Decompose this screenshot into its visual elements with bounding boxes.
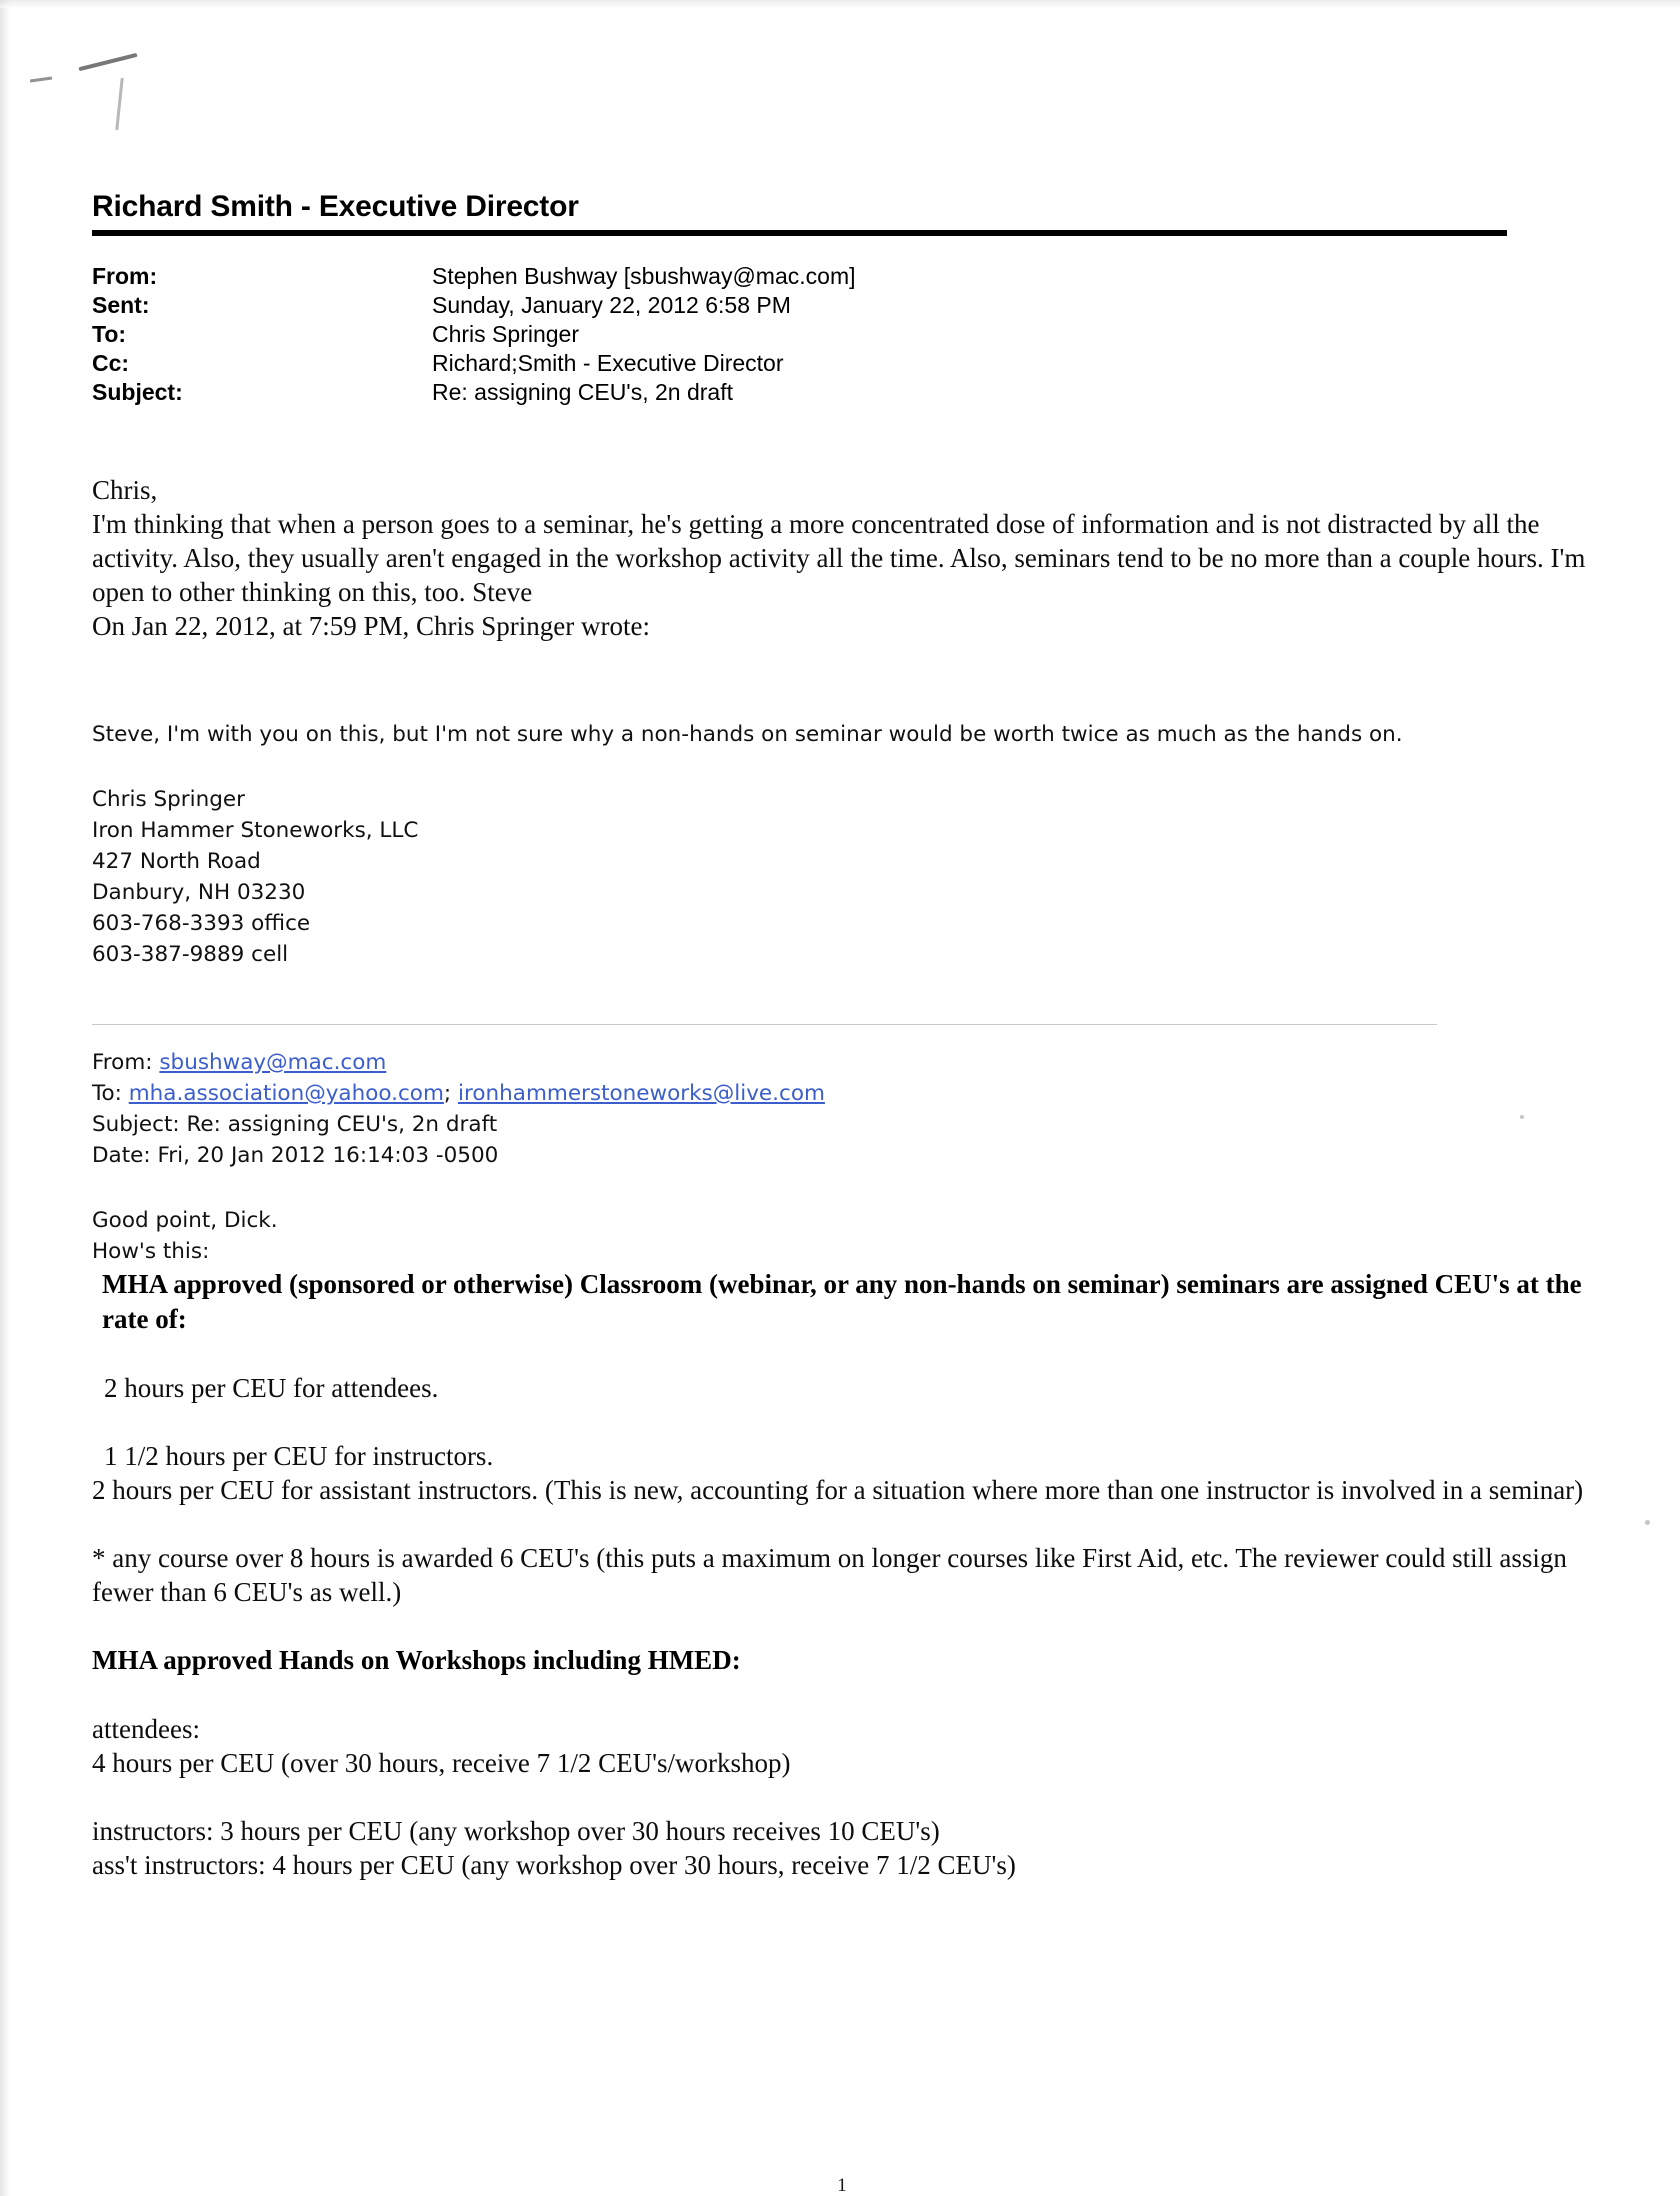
workshop-instructors-rate: instructors: 3 hours per CEU (any workshop over 30 hours receives 10 CEU's) — [92, 1816, 940, 1846]
forwarded-to-separator: ; — [443, 1081, 452, 1106]
email-header-value-sent: Sunday, January 22, 2012 6:58 PM — [432, 292, 791, 318]
workshops-policy-heading: MHA approved Hands on Workshops including HMED: — [92, 1645, 741, 1675]
scan-smudge-icon — [30, 76, 52, 82]
rate-instructors-line: 1 1/2 hours per CEU for instructors. — [104, 1441, 494, 1471]
scan-edge-artifact-top — [0, 0, 1680, 8]
message-body — [92, 473, 1592, 643]
workshop-assistant-instructors-rate: ass't instructors: 4 hours per CEU (any workshop over 30 hours, receive 7 1/2 CEU's) — [92, 1850, 1016, 1880]
scan-hairline-icon — [115, 78, 123, 130]
page-title: Richard Smith - Executive Director — [92, 190, 579, 223]
quoted-reply-block — [92, 719, 1592, 970]
document-content — [92, 190, 1592, 2196]
forwarded-message-divider — [92, 1024, 1437, 1025]
email-header-row — [92, 378, 1592, 407]
body-paragraph: I'm thinking that when a person goes to a seminar, he's getting a more concentrated dose of information and is not distracted by all the activity. Also, they usually aren't engaged in the workshop activity all the time. Also, seminars tend to be no more than a couple hours. I'm open to other thinking on this, too. Steve — [92, 509, 1586, 607]
forwarded-header-block — [92, 1047, 1592, 1171]
email-header-label-to: To: — [92, 321, 127, 347]
rate-attendees-line: 2 hours per CEU for attendees. — [104, 1373, 439, 1403]
forwarded-body-intro — [92, 1205, 1592, 1267]
page-number: 1 — [837, 2175, 847, 2196]
email-header-value-to: Chris Springer — [432, 321, 579, 347]
forwarded-from-label: From: — [92, 1050, 153, 1075]
forwarded-to-email-link-1[interactable]: mha.association@yahoo.com — [128, 1081, 444, 1106]
forwarded-from-email-link[interactable]: sbushway@mac.com — [159, 1050, 387, 1075]
reply-attribution-line: On Jan 22, 2012, at 7:59 PM, Chris Springer wrote: — [92, 611, 650, 641]
email-header-value-subject: Re: assigning CEU's, 2n draft — [432, 379, 733, 405]
email-header-label-cc: Cc: — [92, 350, 130, 376]
body-greeting: Chris, — [92, 475, 158, 505]
email-header-table — [92, 262, 1592, 407]
quoted-reply-text: Steve, I'm with you on this, but I'm not sure why a non-hands on seminar would be worth twice as much as the hands on. — [92, 722, 1403, 747]
forwarded-to-email-link-2[interactable]: ironhammerstoneworks@live.com — [458, 1081, 825, 1106]
scan-streak-icon — [78, 53, 137, 71]
workshop-attendees-label: attendees: — [92, 1714, 200, 1744]
email-header-row — [92, 349, 1592, 378]
signature-office-phone: 603-768-3393 office — [92, 911, 311, 936]
email-header-row — [92, 291, 1592, 320]
rate-assistant-instructors-line: 2 hours per CEU for assistant instructors. (This is new, accounting for a situation where more than one instructor is involved in a seminar) — [92, 1475, 1584, 1505]
signature-company: Iron Hammer Stoneworks, LLC — [92, 818, 419, 843]
signature-city-state-zip: Danbury, NH 03230 — [92, 880, 306, 905]
email-header-value-from: Stephen Bushway [sbushway@mac.com] — [432, 263, 856, 289]
signature-street: 427 North Road — [92, 849, 261, 874]
email-header-label-subject: Subject: — [92, 379, 183, 405]
forwarded-from-row — [92, 1047, 1592, 1078]
classroom-policy-heading: MHA approved (sponsored or otherwise) Classroom (webinar, or any non-hands on seminar) seminars are assigned CEU's at the rate of: — [102, 1269, 1582, 1334]
forwarded-prompt: How's this: — [92, 1239, 210, 1264]
email-header-value-cc: Richard;Smith - Executive Director — [432, 350, 784, 376]
email-header-row — [92, 320, 1592, 349]
scan-speck-icon — [1645, 1520, 1650, 1525]
email-header-label-from: From: — [92, 263, 158, 289]
signature-cell-phone: 603-387-9889 cell — [92, 942, 289, 967]
forwarded-to-label: To: — [92, 1081, 122, 1106]
forwarded-date-line: Date: Fri, 20 Jan 2012 16:14:03 -0500 — [92, 1143, 499, 1168]
forwarded-subject-line: Subject: Re: assigning CEU's, 2n draft — [92, 1112, 498, 1137]
workshop-attendees-rate: 4 hours per CEU (over 30 hours, receive 7 1/2 CEU's/workshop) — [92, 1748, 791, 1778]
email-header-label-sent: Sent: — [92, 292, 150, 318]
forwarded-greeting: Good point, Dick. — [92, 1208, 278, 1233]
scan-edge-artifact — [0, 0, 10, 2196]
title-divider — [92, 230, 1507, 236]
signature-name: Chris Springer — [92, 787, 245, 812]
ceu-cap-footnote: * any course over 8 hours is awarded 6 CEU's (this puts a maximum on longer courses like First Aid, etc. The reviewer could still assign fewer than 6 CEU's as well.) — [92, 1543, 1567, 1607]
email-header-row — [92, 262, 1592, 291]
forwarded-to-row — [92, 1078, 1592, 1109]
